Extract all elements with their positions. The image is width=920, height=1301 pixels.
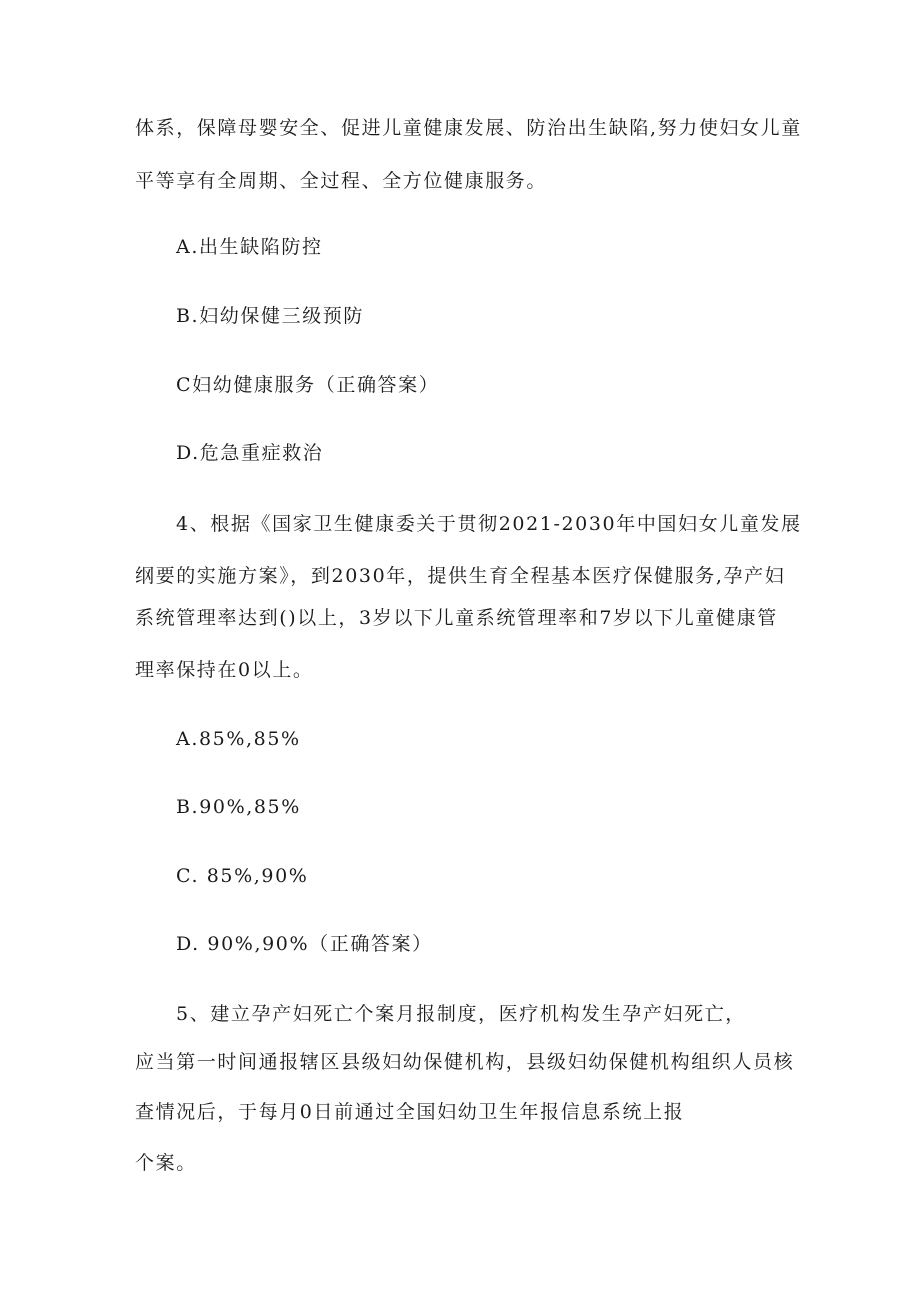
- q4-question-line-2: 纲要的实施方案》，到2030年，提供生育全程基本医疗保健服务,孕产妇: [135, 565, 786, 587]
- q4-question-line-4: 理率保持在0以上。: [135, 659, 314, 681]
- q3-option-d: D.危急重症救治: [176, 442, 324, 464]
- q5-question-line-4: 个案。: [135, 1152, 197, 1174]
- q4-option-b: B.90%,85%: [176, 796, 301, 818]
- q4-option-d-correct: D. 90%,90%（正确答案）: [176, 933, 433, 955]
- q5-question-line-3: 查情况后，于每月0日前通过全国妇幼卫生年报信息系统上报: [135, 1101, 685, 1123]
- paragraph-continuation-line-2: 平等享有全周期、全过程、全方位健康服务。: [135, 170, 548, 192]
- q3-option-b: B.妇幼保健三级预防: [176, 305, 365, 327]
- q4-question-line-3: 系统管理率达到()以上，3岁以下儿童系统管理率和7岁以下儿童健康管: [135, 607, 778, 629]
- q4-option-a: A.85%,85%: [176, 728, 301, 750]
- q4-question-line-1: 4、根据《国家卫生健康委关于贯彻2021-2030年中国妇女儿童发展: [176, 513, 802, 535]
- q5-question-line-2: 应当第一时间通报辖区县级妇幼保健机构，县级妇幼保健机构组织人员核: [135, 1051, 795, 1073]
- paragraph-continuation-line-1: 体系，保障母婴安全、促进儿童健康发展、防治出生缺陷,努力使妇女儿童: [135, 117, 802, 139]
- q4-option-c: C. 85%,90%: [176, 865, 309, 887]
- q3-option-a: A.出生缺陷防控: [176, 236, 323, 258]
- q3-option-c-correct: C妇幼健康服务（正确答案）: [176, 374, 440, 396]
- q5-question-line-1: 5、建立孕产妇死亡个案月报制度，医疗机构发生孕产妇死亡，: [176, 1003, 746, 1025]
